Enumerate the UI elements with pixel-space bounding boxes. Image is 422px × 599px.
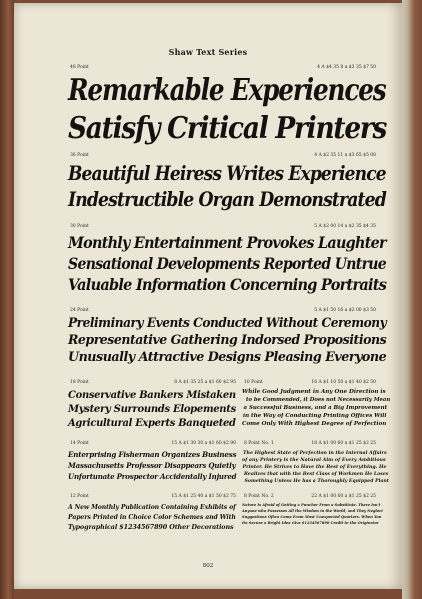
price-48: 4 A $4 35 8 a $3 35 $7 50 — [317, 65, 376, 70]
series-title: Shaw Text Series — [168, 47, 248, 57]
price-24: 5 A $1 50 16 a $2 00 $3 50 — [314, 308, 376, 313]
specimen-line-8n1-1: The Highest State of Perfection in the Internal Affairs — [242, 450, 387, 456]
price-12: 15 A $1 25 40 a $1 50 $2 75 — [171, 494, 236, 499]
specimen-line-36-2: Indestructible Organ Demonstrated — [68, 187, 386, 211]
specimen-line-18-1: Conservative Bankers Mistaken — [68, 390, 236, 401]
specimen-line-8n2-2: Anyone who Possesses All the Wisdom in the World, and They Neglect — [242, 509, 383, 513]
specimen-line-10-4: in the Way of Conducting Printing Offices Will — [242, 413, 387, 419]
size-label-8-no1: 8 Point No. 1 — [244, 441, 274, 446]
specimen-line-18-2: Mystery Surrounds Elopements — [68, 404, 236, 415]
size-label-18: 18 Point — [70, 380, 89, 385]
price-8-no2: 22 A $1 00 60 a $1 25 $2 25 — [311, 494, 376, 499]
specimen-line-10-5: Come Only With Highest Degree of Perfection — [242, 421, 387, 427]
specimen-line-10-1: While Good Judgment in Any One Direction is — [242, 389, 386, 395]
price-30: 5 A $2 00 14 a $2 35 $4 35 — [314, 224, 376, 229]
specimen-line-30-2: Sensational Developments Reported Untrue — [68, 254, 387, 273]
specimen-line-48-1: Remarkable Experiences — [68, 73, 386, 108]
size-label-48: 48 Point — [70, 65, 89, 70]
size-label-10: 10 Point — [244, 380, 263, 385]
specimen-line-10-3: a Successful Business, and a Big Improvement — [243, 405, 388, 411]
specimen-line-24-3: Unusually Attractive Designs Pleasing Everyone — [68, 350, 387, 365]
specimen-line-12-3: Typographical $1234567890 Other Decorations — [68, 523, 234, 531]
size-label-14: 14 Point — [70, 441, 89, 446]
size-label-24: 24 Point — [70, 308, 89, 313]
specimen-line-8n1-2: of any Printery is the Natural Aim of Every Ambitious — [242, 457, 386, 463]
price-14: 15 A $1 30 30 a $1 60 $2 90 — [171, 441, 236, 446]
binding-right-edge — [402, 0, 422, 599]
price-18: 8 A $1 35 25 a $1 60 $2 95 — [174, 380, 236, 385]
size-label-30: 30 Point — [70, 224, 89, 229]
specimen-line-14-2: Massachusetts Professor Disappears Quietly — [68, 461, 236, 470]
specimen-line-12-1: A New Monthly Publication Containing Exhibits of — [68, 503, 236, 511]
price-8-no1: 18 A $1 00 60 a $1 25 $2 25 — [311, 441, 376, 446]
specimen-line-48-2: Satisfy Critical Printers — [68, 111, 387, 146]
price-36: 4 A $2 35 11 a $3 65 $5 00 — [314, 153, 376, 158]
specimen-line-18-3: Agricultural Experts Banqueted — [68, 418, 236, 429]
size-label-12: 12 Point — [70, 494, 89, 499]
specimen-line-10-2: to be Commended, it Does not Necessarily Mean — [246, 397, 391, 403]
specimen-line-14-1: Enterprising Fisherman Organizes Business — [68, 450, 237, 459]
specimen-line-36-1: Beautiful Heiress Writes Experience — [68, 161, 386, 185]
specimen-line-8n2-4: Do Secure a Bright Idea Give $1234567890 Credit to the Originator — [242, 521, 379, 525]
page-number: 802 — [202, 563, 214, 569]
binding-left-edge — [0, 0, 14, 599]
specimen-line-12-2: Papers Printed in Choice Color Schemes and With — [68, 513, 236, 521]
specimen-line-8n1-4: Realizes that with the Best Class of Workmen He Loses — [244, 471, 389, 477]
specimen-line-8n2-1: Nature Is Afraid of Getting a Puncher From a Substitute. There Isn't — [242, 503, 381, 507]
catalog-page — [14, 3, 402, 589]
size-label-8-no2: 8 Point No. 2 — [244, 494, 274, 499]
price-10: 16 A $1 10 50 a $1 40 $2 50 — [311, 380, 376, 385]
size-label-36: 36 Point — [70, 153, 89, 158]
specimen-line-24-1: Preliminary Events Conducted Without Ceremony — [68, 316, 387, 331]
specimen-line-8n1-5: Something Unless He has a Thoroughly Equipped Plant — [244, 478, 389, 484]
specimen-line-24-2: Representative Gathering Indorsed Propositions — [68, 333, 387, 348]
specimen-line-8n1-3: Printer. He Strives to Have the Best of Everything. He — [242, 464, 387, 470]
specimen-line-14-3: Unfortunate Prospector Accidentally Injured — [68, 472, 237, 481]
specimen-line-8n2-3: Suggestions Often Come From Most Unexpected Quarters. When You — [242, 515, 382, 519]
specimen-line-30-1: Monthly Entertainment Provokes Laughter — [68, 233, 386, 252]
specimen-line-30-3: Valuable Information Concerning Portraits — [68, 275, 387, 294]
